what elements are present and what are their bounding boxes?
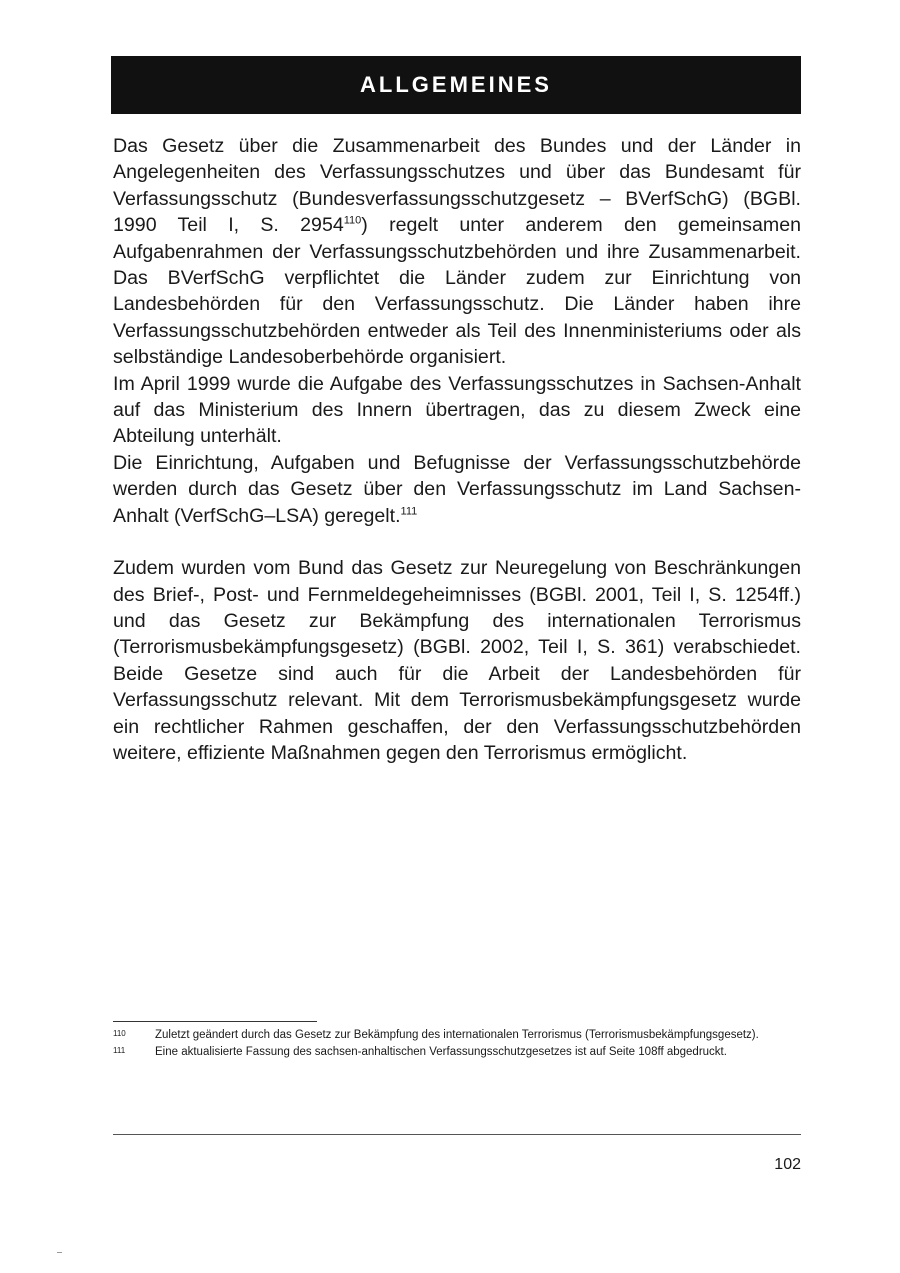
scan-artifact-mark: [57, 1252, 62, 1253]
section-title: ALLGEMEINES: [360, 72, 552, 97]
section-header: [111, 56, 801, 114]
body-text: [113, 133, 801, 766]
paragraph-3: [113, 450, 801, 529]
footnotes: [113, 1028, 801, 1062]
footnote-ref-110[interactable]: 110: [343, 214, 362, 227]
paragraph-2: Im April 1999 wurde die Aufgabe des Verfassungsschutzes in Sachsen-Anhalt auf das Ministerium des Innern übertragen, das zu diesem Zweck eine Abteilung unterhält.: [113, 372, 801, 448]
footnote-number: 110: [113, 1029, 126, 1038]
page-footer-rule: [113, 1134, 801, 1135]
page-number: 102: [774, 1156, 801, 1173]
paragraph-1-part-2: ) regelt unter anderem den gemeinsamen Aufgabenrahmen der Verfassungsschutzbehörden und ihre Zusammenarbeit. Das BVerfSchG verpflichtet die Länder zudem zur Einrichtung von Landesbehörden für den Verfassungsschutz. Die Länder haben ihre Verfassungsschutzbehörden entweder als Teil des Innenministeriums oder als selbständige Landesoberbehörde organisiert.: [113, 214, 801, 369]
footnote-111: [113, 1045, 801, 1060]
footnote-110: [113, 1028, 801, 1043]
footnote-number: 111: [113, 1046, 126, 1055]
paragraph-spacer: [113, 529, 801, 555]
footnote-text: Zuletzt geändert durch das Gesetz zur Bekämpfung des internationalen Terrorismus (Terrorismusbekämpfungsgesetz).: [155, 1029, 759, 1041]
footnote-ref-111[interactable]: 111: [400, 505, 418, 518]
paragraph-4: Zudem wurden vom Bund das Gesetz zur Neuregelung von Beschränkungen des Brief-, Post- und Fernmeldegeheimnisses (BGBl. 2001, Teil I, S. 1254ff.) und das Gesetz zur Bekämpfung des internationalen Terrorismus (Terrorismusbekämpfungsgesetz) (BGBl. 2002, Teil I, S. 361) verabschiedet. Beide Gesetze sind auch für die Arbeit der Landesbehörden für Verfassungsschutz relevant. Mit dem Terrorismusbekämpfungsgesetz wurde ein rechtlicher Rahmen geschaffen, der den Verfassungsschutzbehörden weitere, effiziente Maßnahmen gegen den Terrorismus ermöglicht.: [113, 557, 801, 764]
footnote-separator: [113, 1021, 317, 1022]
paragraph-1-part-1: Das Gesetz über die Zusammenarbeit des Bundes und der Länder in Angelegenheiten des Verfassungsschutzes und über das Bundesamt für Verfassungsschutz (Bundesverfassungsschutzgesetz – BVerfSchG) (BGBl. 1990 Teil I, S. 2954: [113, 135, 801, 237]
paragraph-3-text: Die Einrichtung, Aufgaben und Befugnisse der Verfassungsschutzbehörde werden durch das Gesetz über den Verfassungsschutz im Land Sachsen-Anhalt (VerfSchG–LSA) geregelt.: [113, 451, 801, 527]
footnote-text: Eine aktualisierte Fassung des sachsen-anhaltischen Verfassungsschutzgesetzes ist auf Seite 108ff abgedruckt.: [155, 1046, 727, 1058]
paragraph-1: [113, 133, 801, 371]
